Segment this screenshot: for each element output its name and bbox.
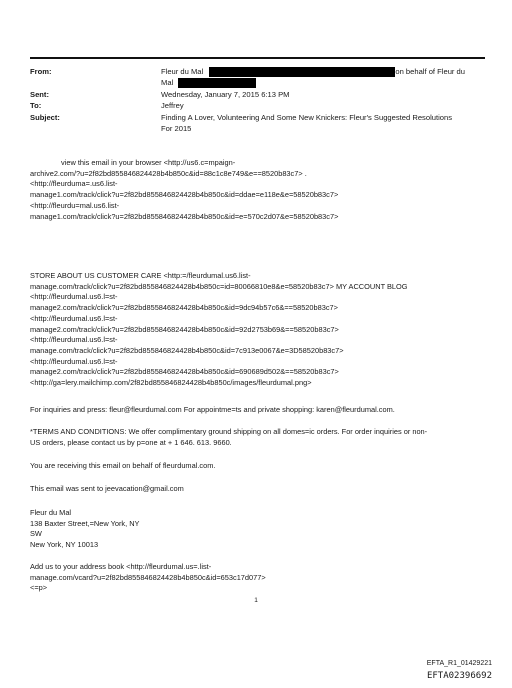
link-line[interactable]: <http://fleurdumal.us6.l=st- [30, 335, 118, 345]
link-line: <=p> [30, 583, 48, 593]
link-line[interactable]: <http://fleurduma=.us6.list- [30, 179, 118, 189]
efta-stamp-small: EFTA_R1_01429221 [426, 660, 492, 667]
view-in-browser-block [30, 158, 485, 222]
link-line[interactable]: manage.com/track/click?u=2f82bd855846824428b4b850c=id=80066810e8&e=58520b83c7> MY ACCOUNT BLOG [30, 281, 408, 291]
link-line[interactable]: <http://ga=lery.mailchimp.com/2f82bd855846824428b4b850c/images/fleurdumal.png> [30, 378, 312, 388]
link-line[interactable]: view this email in your browser <http://us6.c=mpaign- [61, 158, 236, 167]
inquiries-text: For inquiries and press: fleur@fleurdumal.com For appointme=ts and private shopping: karen@fleurdumal.com. [30, 405, 395, 414]
link-line[interactable]: <http://fleurdumal.us6.l=st- [30, 313, 118, 323]
efta-stamp-large: EFTA02396692 [426, 671, 492, 681]
from-suffix: on behalf of Fleur du [395, 67, 466, 76]
sent-to-text: This email was sent to jeevacation@gmail.com [30, 484, 184, 493]
page-number: 1 [254, 597, 258, 604]
terms-paragraph [30, 427, 485, 448]
receiving-text: You are receiving this email on behalf of fleurdumal.com. [30, 461, 216, 470]
address-line: SW [30, 529, 42, 539]
address-line: Fleur du Mal [30, 508, 72, 517]
redaction-bar [178, 78, 256, 88]
sent-value: Wednesday, January 7, 2015 6:13 PM [161, 90, 290, 99]
to-label: To: [30, 101, 42, 110]
header-rule [30, 57, 485, 59]
terms-line: *TERMS AND CONDITIONS: We offer complimentary ground shipping on all domes=ic orders. For order inquiries or non- [30, 427, 428, 436]
link-line[interactable]: <http://fleurdumal.us6.l=st- [30, 292, 118, 302]
link-line[interactable]: Add us to your address book <http://fleurdumal.us=.list- [30, 562, 212, 571]
link-line[interactable]: STORE ABOUT US CUSTOMER CARE <http:=/fleurdumal.us6.list- [30, 271, 251, 280]
from-label: From: [30, 67, 52, 76]
link-line[interactable]: manage2.com/track/click?u=2f82bd855846824428b4b850c&id=92d2753b69&==58520b83c7> [30, 324, 339, 334]
link-line[interactable]: manage2.com/track/click?u=2f82bd855846824428b4b850c&id=9dc94b57c6&==58520b83c7> [30, 303, 338, 313]
redaction-bar [209, 67, 395, 77]
receiving-paragraph [30, 461, 485, 472]
address-line: 138 Baxter Street,=New York, NY [30, 518, 140, 528]
address-book-block [30, 562, 485, 594]
subject-line1: Finding A Lover, Volunteering And Some New Knickers: Fleur's Suggested Resolutions [161, 113, 453, 122]
sent-label: Sent: [30, 90, 49, 99]
link-line[interactable]: manage1.com/track/click?u=2f82bd855846824428b4b850c&id=e=570c2d07&e=58520b83c7> [30, 211, 339, 221]
store-nav-block [30, 271, 485, 389]
link-line[interactable]: <http://fleurdumal.us6.l=st- [30, 356, 118, 366]
sent-to-paragraph [30, 484, 485, 495]
to-value: Jeffrey [161, 101, 184, 110]
address-block [30, 508, 485, 551]
terms-line: US orders, please contact us by p=one at + 1 646. 613. 9660. [30, 437, 232, 447]
subject-line2: For 2015 [161, 124, 192, 133]
link-line[interactable]: manage1.com/track/click?u=2f82bd855846824428b4b850c&id=ddae=e118e&e=58520b83c7> [30, 190, 339, 200]
link-line[interactable]: manage.com/vcard?u=2f82bd855846824428b4b850c&id=653c17d077> [30, 572, 266, 582]
link-line[interactable]: archive2.com/?u=2f82bd855846824428b4b850c&id=88c1c8e749&e==8520b83c7> . [30, 168, 307, 178]
link-line[interactable]: <http://fleurdu=mal.us6.list- [30, 200, 120, 210]
address-line: New York, NY 10013 [30, 540, 99, 550]
subject-label: Subject: [30, 113, 60, 122]
inquiries-paragraph [30, 405, 485, 416]
from-name: Fleur du Mal [161, 67, 204, 76]
link-line[interactable]: manage.com/track/click?u=2f82bd855846824428b4b850c&id=7c913e0067&e=3D58520b83c7> [30, 345, 344, 355]
from-line2: Mal [161, 78, 174, 87]
link-line[interactable]: manage2.com/track/click?u=2f82bd855846824428b4b850c&id=690689d502&==58520b83c7> [30, 367, 339, 377]
